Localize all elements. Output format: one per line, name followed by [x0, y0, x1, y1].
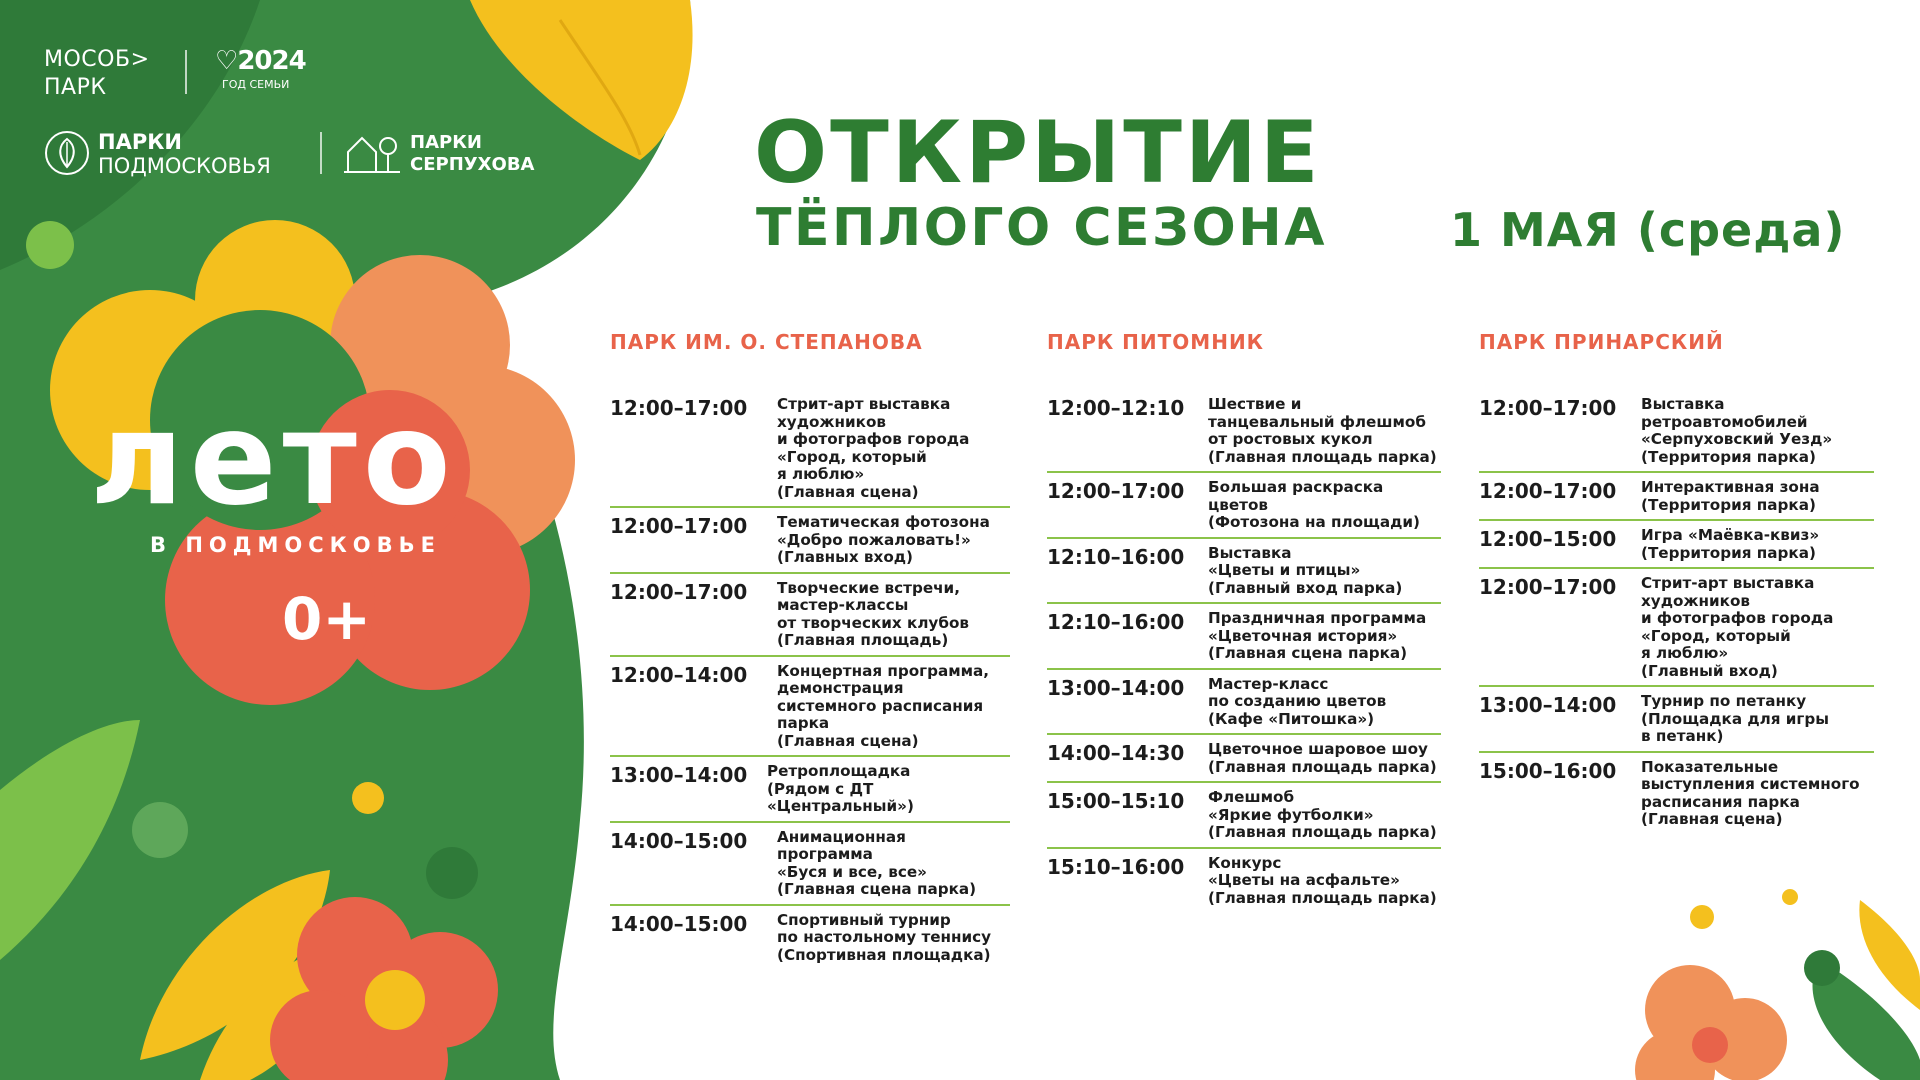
- event-time: 12:00–15:00: [1479, 527, 1617, 551]
- event-description: Шествие и танцевальный флешмоб от ростовых кукол (Главная площадь парка): [1208, 395, 1437, 466]
- event-description: Цветочное шаровое шоу (Главная площадь парка): [1208, 740, 1437, 776]
- event-row: [1047, 473, 1441, 539]
- event-time: 12:00–17:00: [1047, 479, 1185, 503]
- event-row: [1479, 521, 1874, 569]
- event-time: 13:00–14:00: [1047, 675, 1185, 700]
- event-row: [1047, 604, 1441, 670]
- event-time: 15:00–16:00: [1479, 758, 1617, 783]
- event-description: Концертная программа, демонстрация системного расписания парка (Главная сцена): [777, 661, 990, 750]
- event-row: [1047, 390, 1441, 473]
- event-description: Турнир по петанку (Площадка для игры в петанк): [1641, 692, 1829, 745]
- green-dot-br: [1804, 950, 1840, 986]
- event-description: Конкурс «Цветы на асфальте» (Главная площадь парка): [1208, 853, 1437, 907]
- event-row: [1479, 473, 1874, 521]
- leto-brand-subtitle: В ПОДМОСКОВЬЕ: [150, 533, 441, 557]
- event-time: 13:00–14:00: [610, 763, 748, 787]
- age-rating-badge: 0+: [282, 585, 371, 653]
- parki-podmoskovya-logo: [98, 130, 271, 178]
- event-row: [1479, 390, 1874, 473]
- green-dot-lower: [132, 802, 188, 858]
- event-row: [1047, 735, 1441, 783]
- headline-line1: ОТКРЫТИЕ: [754, 103, 1322, 203]
- event-time: 15:00–15:10: [1047, 789, 1185, 813]
- event-row: [610, 757, 1010, 823]
- year-of-family-caption: ГОД СЕМЬИ: [222, 78, 290, 91]
- event-row: [1047, 670, 1441, 736]
- event-description: Выставка «Цветы и птицы» (Главный вход парка): [1208, 543, 1403, 597]
- parki-podmoskovya-line1: ПАРКИ: [98, 130, 182, 154]
- event-description: Анимационная программа «Буся и все, все» (Главная сцена парка): [777, 827, 977, 898]
- event-row: [1479, 687, 1874, 753]
- event-time: 14:00–15:00: [610, 828, 748, 853]
- event-time: 12:10–16:00: [1047, 610, 1185, 634]
- event-description: Мастер-класс по созданию цветов (Кафе «Питошка»): [1208, 674, 1387, 728]
- event-row: [1047, 783, 1441, 849]
- year-2024-text: 2024: [237, 46, 306, 76]
- event-time: 12:10–16:00: [1047, 544, 1185, 569]
- logo-divider: [185, 50, 187, 94]
- event-row: [610, 823, 1010, 906]
- mosobpark-logo: МОСОБ> ПАРК: [44, 47, 150, 100]
- event-row: [610, 390, 1010, 508]
- event-description: Выставка ретроавтомобилей «Серпуховский Уезд» (Территория парка): [1641, 395, 1833, 466]
- event-row: [1479, 753, 1874, 834]
- park-column-stepanova: [610, 328, 1010, 969]
- event-description: Праздничная программа «Цветочная история» (Главная сцена парка): [1208, 609, 1427, 662]
- event-list: [1047, 390, 1441, 912]
- parki-podmoskovya-leaf-icon: [44, 130, 90, 176]
- event-time: 12:00–17:00: [1479, 575, 1617, 599]
- park-title: ПАРК ПИТОМНИК: [1047, 330, 1265, 354]
- event-list: [1479, 390, 1874, 834]
- event-time: 12:00–17:00: [610, 579, 748, 604]
- green-dot-lower-2: [426, 847, 478, 899]
- event-description: Большая раскраска цветов (Фотозона на площади): [1208, 478, 1420, 531]
- headline-line2: ТЁПЛОГО СЕЗОНА: [756, 198, 1327, 258]
- event-time: 12:00–17:00: [1479, 396, 1617, 420]
- event-row: [1479, 569, 1874, 687]
- parki-serpukhova-icon: [342, 128, 402, 176]
- event-time: 12:00–12:10: [1047, 396, 1185, 420]
- green-dot-small: [26, 221, 74, 269]
- event-row: [1047, 849, 1441, 913]
- coral-flower-center-br: [1692, 1027, 1728, 1063]
- event-row: [610, 657, 1010, 758]
- park-title: ПАРК ПРИНАРСКИЙ: [1479, 330, 1724, 354]
- park-column-pitomnik: [1047, 328, 1441, 912]
- event-row: [610, 508, 1010, 574]
- event-description: Тематическая фотозона «Добро пожаловать!» (Главных вход): [777, 513, 990, 566]
- logo-divider-2: [320, 132, 322, 174]
- event-description: Флешмоб «Яркие футболки» (Главная площадь парка): [1208, 788, 1437, 841]
- event-description: Показательные выступления системного расписания парка (Главная сцена): [1641, 757, 1860, 828]
- park-column-prinarsky: [1479, 328, 1874, 834]
- event-time: 12:00–17:00: [610, 514, 748, 538]
- yellow-dot-br-2: [1782, 889, 1798, 905]
- event-time: 12:00–17:00: [610, 396, 748, 420]
- parki-serpukhova-logo: ПАРКИ СЕРПУХОВА: [410, 132, 535, 175]
- event-date: 1 МАЯ (среда): [1450, 203, 1846, 257]
- event-time: 15:10–16:00: [1047, 854, 1185, 879]
- park-title: ПАРК ИМ. О. СТЕПАНОВА: [610, 330, 923, 354]
- event-time: 14:00–14:30: [1047, 741, 1185, 765]
- event-description: Игра «Маёвка-квиз» (Территория парка): [1641, 526, 1820, 562]
- yellow-leaf-bottom-right: [1859, 900, 1920, 1010]
- event-description: Творческие встречи, мастер-классы от творческих клубов (Главная площадь): [777, 578, 969, 649]
- event-row: [610, 574, 1010, 657]
- event-description: Стрит-арт выставка художников и фотографов города «Город, который я люблю» (Главная сцена): [777, 395, 970, 501]
- event-list: [610, 390, 1010, 969]
- yellow-dot-br: [1690, 905, 1714, 929]
- event-description: Ретроплощадка (Рядом с ДТ «Центральный»): [766, 762, 914, 815]
- yellow-dot-lower: [352, 782, 384, 814]
- event-description: Спортивный турнир по настольному теннису (Спортивная площадка): [777, 910, 992, 964]
- coral-flower-center: [365, 970, 425, 1030]
- year-of-family-logo: ♡2024: [215, 46, 306, 76]
- event-time: 12:00–17:00: [1479, 479, 1617, 503]
- event-time: 14:00–15:00: [610, 911, 748, 936]
- event-time: 12:00–14:00: [610, 662, 748, 687]
- event-description: Интерактивная зона (Территория парка): [1641, 478, 1820, 514]
- event-row: [610, 906, 1010, 970]
- leto-brand-title: лето: [90, 385, 457, 534]
- event-row: [1047, 539, 1441, 605]
- event-description: Стрит-арт выставка художников и фотографов города «Город, который я люблю» (Главный вход): [1641, 574, 1834, 680]
- parki-podmoskovya-line2: ПОДМОСКОВЬЯ: [98, 154, 271, 178]
- event-time: 13:00–14:00: [1479, 693, 1617, 717]
